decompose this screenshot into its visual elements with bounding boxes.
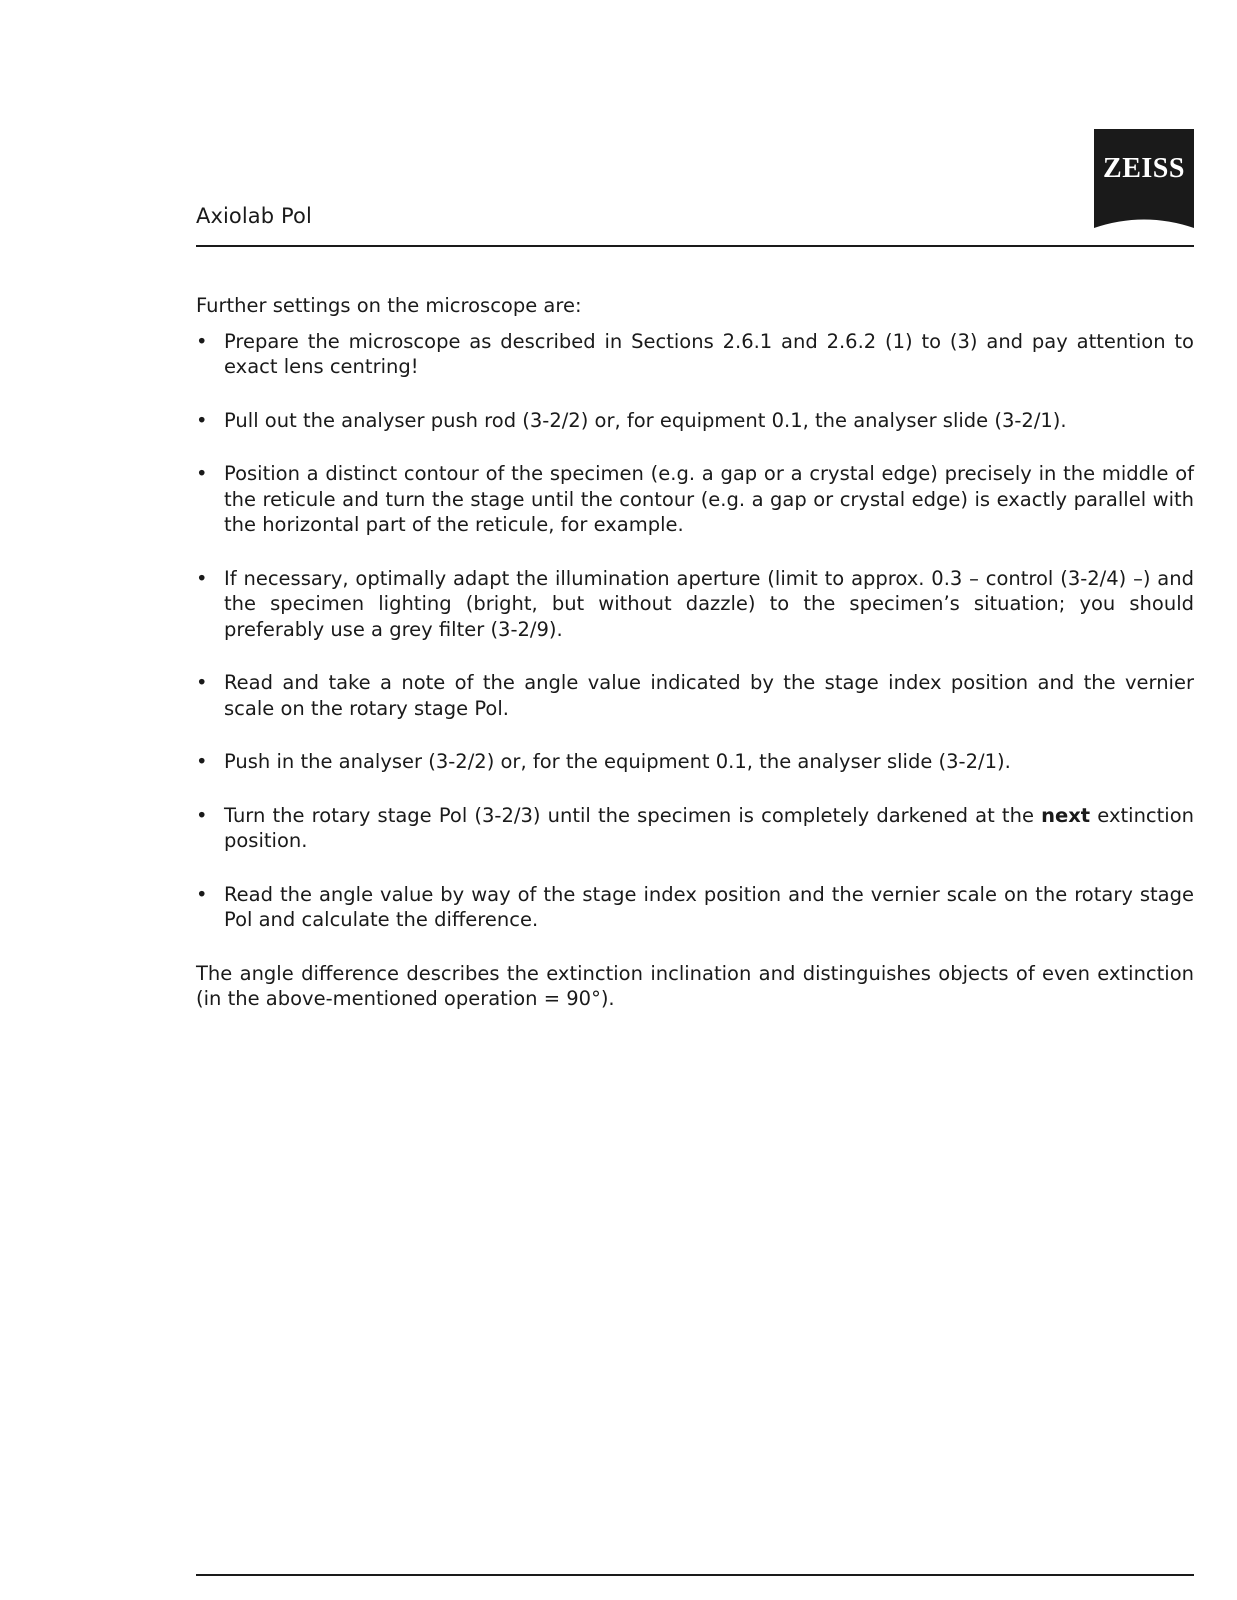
- footer-divider: [196, 1574, 1194, 1576]
- instruction-list: [196, 329, 1194, 933]
- list-item: [196, 803, 1194, 854]
- list-item-text-before: Turn the rotary stage Pol (3-2/3) until the specimen is completely darkened at the: [224, 803, 1042, 827]
- list-item: [196, 408, 1194, 434]
- bullet-icon: •: [196, 408, 208, 432]
- list-item: [196, 566, 1194, 643]
- bullet-icon: •: [196, 803, 208, 827]
- list-item-text: Push in the analyser (3-2/2) or, for the equipment 0.1, the analyser slide (3-2/1).: [224, 750, 1011, 773]
- header-divider: [196, 245, 1194, 247]
- list-item: [196, 882, 1194, 933]
- list-item: [196, 749, 1194, 775]
- list-item-text: Pull out the analyser push rod (3-2/2) or, for equipment 0.1, the analyser slide (3-2/1).: [224, 408, 1067, 432]
- page-body: [196, 293, 1194, 1012]
- list-item-text-after: extinction position.: [224, 803, 1195, 852]
- closing-paragraph: The angle difference describes the extinction inclination and distinguishes objects of even extinction (in the above-mentioned operation = 90°).: [196, 961, 1194, 1010]
- intro-paragraph: Further settings on the microscope are:: [196, 294, 582, 317]
- zeiss-logo: [1094, 129, 1194, 228]
- list-item-text: If necessary, optimally adapt the illumination aperture (limit to approx. 0.3 – control (3-2/4) –) and the specimen lighting (bright, but without dazzle) to the specimen’s situation; you should preferably use a grey filter (3-2/9).: [224, 566, 1194, 641]
- list-item-text: Read the angle value by way of the stage index position and the vernier scale on the rotary stage Pol and calculate the difference.: [224, 882, 1194, 931]
- bullet-icon: •: [196, 566, 208, 590]
- list-item: [196, 329, 1194, 380]
- svg-text:ZEISS: ZEISS: [1103, 153, 1185, 184]
- emphasis-keyword: next: [1041, 803, 1091, 827]
- list-item-text: [224, 804, 1194, 853]
- bullet-icon: •: [196, 671, 208, 694]
- bullet-icon: •: [196, 329, 208, 353]
- page-header-title: Axiolab Pol: [196, 204, 312, 228]
- list-item: [196, 461, 1194, 538]
- list-item: [196, 670, 1194, 721]
- bullet-icon: •: [196, 750, 208, 773]
- list-item-text: Prepare the microscope as described in Sections 2.6.1 and 2.6.2 (1) to (3) and pay attention to exact lens centring!: [224, 329, 1194, 378]
- list-item-text: Position a distinct contour of the specimen (e.g. a gap or a crystal edge) precisely in the middle of the reticule and turn the stage until the contour (e.g. a gap or crystal edge) is exactly parallel with the horizontal part of the reticule, for example.: [224, 462, 1194, 536]
- list-item-text: Read and take a note of the angle value indicated by the stage index position and the vernier scale on the rotary stage Pol.: [224, 671, 1194, 720]
- bullet-icon: •: [196, 882, 208, 906]
- bullet-icon: •: [196, 462, 208, 485]
